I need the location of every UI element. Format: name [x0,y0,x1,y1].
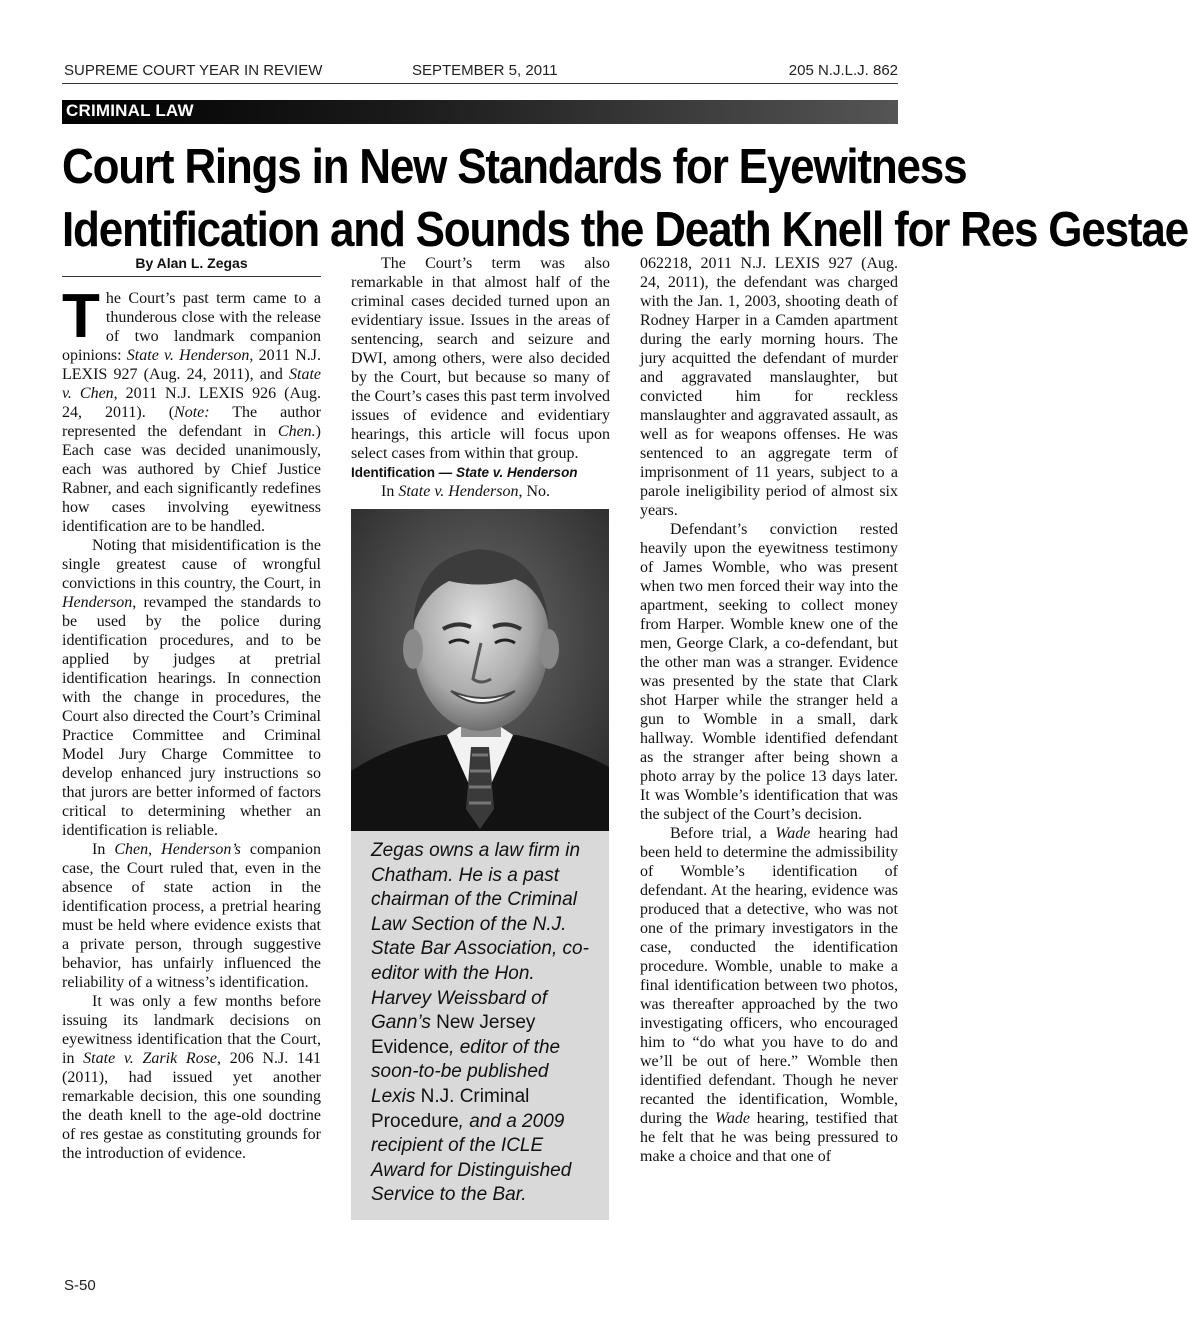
text-run: The author represented the defendant in [62,404,321,440]
text-run: , No. [518,483,551,500]
running-head-date: SEPTEMBER 5, 2011 [412,62,558,79]
text-run: Before trial, a [670,825,776,842]
text-run: 062218, 2011 N.J. LEXIS 927 (Aug. 24, 2011), the defendant was charged with the Jan. 1, 2003, shooting death of Rodney Harper in a Camden apartment during the early morning hours. The jury acquitted the defendant of murder and aggravated manslaughter, but convicted him for reckless manslaughter and aggravated assault, as well as for weapons offenses. He was sentenced to an aggregate term of imprisonment of 11 years, subject to a parole ineligibility period of almost six years. [640,255,898,519]
running-head-citation: 205 N.J.L.J. 862 [788,62,898,79]
text-run: , editor of the soon-to-be published Lexis [371,1036,561,1107]
paragraph [351,482,610,501]
text-run: , 2011 N.J. LEXIS 927 (Aug. 24, 2011), and [62,347,322,383]
byline: By Alan L. Zegas [62,254,321,277]
text-run: hearing, testified that he felt that he was being pressured to make a choice and that one of [640,1110,898,1165]
text-run: Henderson [62,594,133,611]
text-run: Noting that misidentification is the single greatest cause of wrongful convictions in this country, the Court, in [62,537,321,592]
text-run: , [148,841,162,858]
paragraph [640,520,898,824]
text-run: , revamped the standards to be used by the police during identification procedures, and to be applied by judges at pretrial identification hearings. In connection with the change in procedures, the Court also directed the Court’s Criminal Practice Committee and Criminal Model Jury Charge Committee to develop enhanced jury instructions so that jurors are better informed of factors critical to determining whether an identification is reliable. [62,594,321,839]
text-run: hearing had been held to determine the admissibility of Womble’s identification of defendant. At the hearing, evidence was produced that a detective, who was not one of the primary investigators in the case, conducted the identification procedure. Womble, unable to make a final identification between two photos, was thereafter approached by the two investigating officers, who encouraged him to “do what you have to do and we’ll be out of here.” Womble then identified defendant. Though he never recanted the identification, Womble, during the [640,825,898,1127]
text-run: State v. Chen [62,366,321,402]
text-run: Chen. [277,423,316,440]
author-portrait-image [351,509,609,831]
text-run: Wade [715,1110,750,1127]
paragraph [62,282,322,536]
text-run: Zegas owns a law firm in Chatham. He is a past chairman of the Criminal Law Section of the N.J. State Bar Association, co-editor with the Hon. Harvey Weissbard of Gann’s [371,840,589,1034]
headline-line-2: Identification and Sounds the Death Knell for Res Gestae [62,202,1188,257]
text-run: The Court’s term was also remarkable in that almost half of the criminal cases decided turned upon an evidentiary issue. Issues in the areas of sentencing, search and seizure and DWI, among others, were also decided by the Court, but because so many of the Court’s cases this past term involved issues of evidence and evidentiary hearings, this article will focus upon select cases from within that group. [351,255,610,462]
page-number: S-50 [64,1277,96,1294]
text-run: he Court’s past term came to a thunderous close with the release of two landmark companion opinions: [62,290,321,364]
section-label: CRIMINAL LAW [66,101,194,120]
text-run: State v. Henderson [398,483,519,500]
column-2 [351,254,610,1220]
text-run: State v. Zarik Rose [83,1050,218,1067]
text-run: New Jersey Evidence [371,1012,536,1058]
text-run: Defendant’s conviction rested heavily upon the eyewitness testimony of James Womble, who was present when two men forced their way into the apartment, seeking to collect money from Harper. Womble knew one of the men, George Clark, a co-defendant, but the other man was a stranger. Evidence was presented by the state that Clark shot Harper while the stranger held a gun to Womble in a small, dark hallway. Womble identified defendant as the stranger after being shown a photo array by the police 13 days later. It was Womble’s identification that was the subject of the Court’s decision. [640,521,898,823]
column-1 [62,254,321,1163]
paragraph [62,536,321,840]
text-run: , and a 2009 recipient of the ICLE Award for Distinguished Service to the Bar. [371,1110,572,1206]
text-run: , 206 N.J. 141 (2011), had issued yet another remarkable decision, this one sounding the death knell to the age-old doctrine of res gestae as constituting grounds for the introduction of evidence. [62,1050,321,1162]
text-run: Chen [114,841,149,858]
paragraph [351,254,610,463]
text-run: Henderson’s [161,841,241,858]
column-3 [640,254,898,1166]
paragraph [62,840,321,992]
text-run: N.J. Criminal Procedure [371,1085,530,1132]
text-run: companion case, the Court ruled that, even in the absence of state action in the identification process, a pretrial hearing must be held where evidence exists that a private person, through suggestive behavior, has unfairly influenced the reliability of a witness’s identification. [62,841,321,991]
text-run: State v. Henderson [126,347,250,364]
subhead: Identification — State v. Henderson [351,465,578,480]
headline-line-1: Court Rings in New Standards for Eyewitness [62,139,967,195]
author-photo [351,509,609,831]
text-run: In [381,483,399,500]
running-head [64,60,898,84]
text-run: , 2011 N.J. LEXIS 926 (Aug. 24, 2011). ( [62,385,321,421]
paragraph [640,824,898,1166]
text-run: In [92,841,115,858]
header-rule [62,83,898,84]
headline [62,136,1188,261]
drop-cap: T [62,282,100,351]
text-run: ) Each case was decided unanimously, each was authored by Chief Justice Rabner, and each significantly redefines how cases involving eyewitness identification are to be handled. [62,423,321,535]
text-run: Wade [775,825,811,842]
paragraph [62,992,321,1163]
text-run: It was only a few months before issuing its landmark decisions on eyewitness identification that the Court, in [62,993,321,1067]
text-run: Note: [174,404,210,421]
running-head-section: SUPREME COURT YEAR IN REVIEW [64,62,323,79]
photo-caption [351,831,609,1220]
paragraph [640,254,898,520]
